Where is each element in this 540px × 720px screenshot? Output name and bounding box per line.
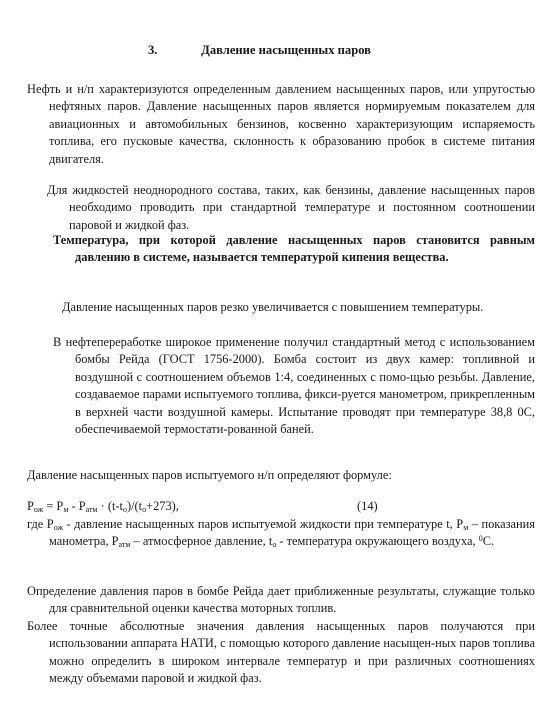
paragraph-temperature-dependence: Давление насыщенных паров резко увеличивается с повышением температуры. xyxy=(62,300,484,314)
paragraph-nati-apparatus: Более точные абсолютные значения давления насыщенных паров получаются при использовании аппарата НАТИ, с помощью которого давление насыщен-ных паров топлива можно определить в широком интервале температур и при различных соотношениях между объемами паровой и жидкой фаз. xyxy=(27,619,535,686)
paragraph-formula-intro: Давление насыщенных паров испытуемого н/п определяют формуле: xyxy=(27,468,392,482)
section-title xyxy=(148,42,371,59)
section-title-text: Давление насыщенных паров xyxy=(201,43,371,57)
paragraph-boiling-definition: Температура, при которой давление насыщенных паров становится равным давлению в системе, называется температурой кипения вещества. xyxy=(53,233,535,265)
section-number: 3. xyxy=(148,43,158,57)
paragraph-formula-explanation: где $P_{ож}$ - давление насыщенных паров испытуемой жидкости при температуре t, $P_м$ – показания манометра, $P_{атм}$ – атмосферное давление, $t_о$ - температура окружающего воздуха, $^0$С. xyxy=(27,517,535,550)
paragraph-reid-bomb: В нефтепереработке широкое применение получил стандартный метод с использованием бомбы Рейда (ГОСТ 1756-2000). Бомба состоит из двух камер: топливной и воздушной с соотношением объемов 1:4, соединенных с помо-щью резьбы. Давление, создаваемое парами испытуемого топлива, фикси-руется манометром, прикрепленным в верхней части воздушной камеры. Испытание проводят при температуре 38,8 0С, обеспечиваемой термостати-рованной баней. xyxy=(53,335,535,437)
formula-14: $P_{ож} = P_м - P_{атм} \cdot (t-t_о)/(t_о+273)$, (14) xyxy=(27,499,378,514)
paragraph-reid-approximate: Определение давления паров в бомбе Рейда дает приближенные результаты, служащие только для сравнительной оценки качества моторных топлив. xyxy=(27,584,535,616)
paragraph-inhomogeneous: Для жидкостей неоднородного состава, таких, как бензины, давление насыщенных паров необходимо проводить при стандартной температуре и постоянном соотношении паровой и жидкой фаз. xyxy=(47,183,535,232)
paragraph-intro: Нефть и н/п характеризуются определенным давлением насыщенных паров, или упругостью нефтяных паров. Давление насыщенных паров является нормируемым показателем для авиационных и автомобильных бензинов, косвенно характеризующим испаряемость топлива, его пусковые качества, склонность к образованию пробок в системе питания двигателя. xyxy=(27,82,535,166)
formula-number: (14) xyxy=(357,499,378,513)
